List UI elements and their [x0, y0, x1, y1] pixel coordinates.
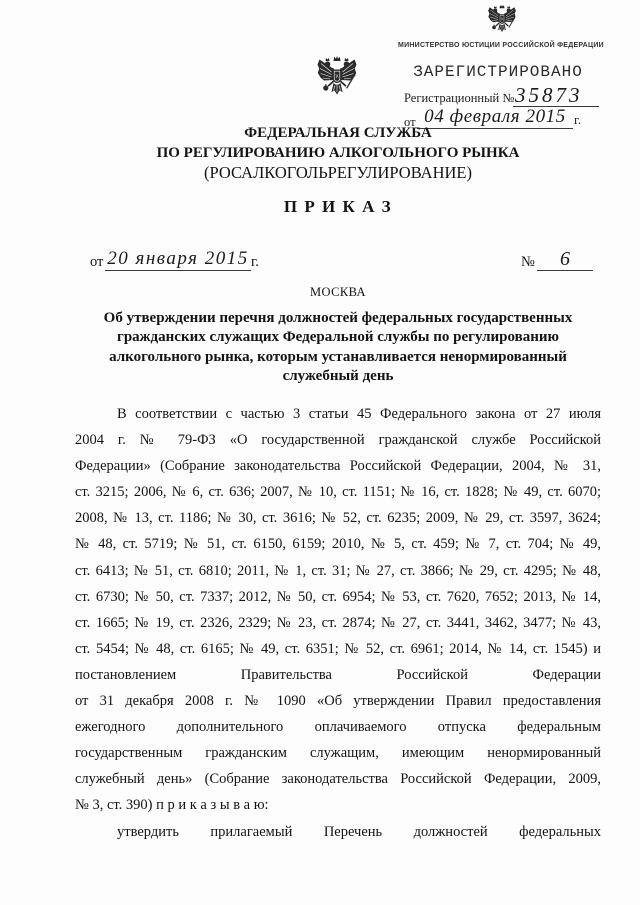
order-date-suffix: г.: [251, 254, 259, 270]
order-date-prefix: от: [90, 254, 104, 270]
body-text-line: государственным гражданским служащим, имеющим ненормированный: [75, 745, 601, 762]
stamp-ministry-name: МИНИСТЕРСТВО ЮСТИЦИИ РОССИЙСКОЙ ФЕДЕРАЦИИ: [398, 42, 604, 49]
stamp-date-handwritten: 04 февраля 2015: [417, 106, 573, 129]
stamp-coat-of-arms-icon: [487, 4, 517, 38]
body-text-line: утвердить прилагаемый Перечень должностей федеральных: [117, 823, 601, 840]
body-text-line: служебный день» (Собрание законодательства Российской Федерации, 2009,: [75, 771, 601, 788]
body-text-line: ст. 5454; № 48, ст. 6165; № 49, ст. 6351; № 52, ст. 6961; 2014, № 14, ст. 1545) и: [75, 640, 601, 657]
order-title: [75, 309, 601, 386]
body-text-line: Федерации» (Собрание законодательства Российской Федерации, 2004, № 31,: [75, 458, 601, 475]
title-line: служебный день: [282, 367, 394, 384]
order-body: [75, 401, 601, 845]
body-text-line: № 48, ст. 5719; № 51, ст. 6150, 6159; 2010, № 5, ст. 459; № 7, ст. 704; № 49,: [75, 536, 601, 553]
org-short-name: (РОСАЛКОГОЛЬРЕГУЛИРОВАНИЕ): [204, 163, 472, 182]
title-line: алкогольного рынка, которым устанавливается ненормированный: [109, 348, 567, 365]
body-text-line: ст. 6730; № 50, ст. 7337; 2012, № 50, ст. 6954; № 53, ст. 7620, 7652; 2013, № 14,: [75, 588, 601, 605]
body-text-line: В соответствии с частью 3 статьи 45 Федерального закона от 27 июля: [117, 406, 601, 422]
order-number-label: №: [521, 254, 535, 270]
stamp-registered-label: ЗАРЕГИСТРИРОВАНО: [413, 63, 583, 81]
order-date-handwritten: 20 января 2015: [105, 248, 251, 271]
org-name-line1: ФЕДЕРАЛЬНАЯ СЛУЖБА: [244, 125, 432, 141]
body-text-line: ст. 1665; № 19, ст. 2326, 2329; № 23, ст. 2874; № 27, ст. 3441, 3462, 3477; № 43,: [75, 614, 601, 631]
body-text-line: 2008, № 13, ст. 1186; № 30, ст. 3616; № 52, ст. 6235; 2009, № 29, ст. 3597, 3624;: [75, 510, 601, 527]
stamp-reg-label: Регистрационный №: [404, 91, 515, 105]
stamp-reg-number: 35873: [513, 84, 599, 107]
org-name-line2: ПО РЕГУЛИРОВАНИЮ АЛКОГОЛЬНОГО РЫНКА: [156, 145, 520, 161]
order-number-handwritten: 6: [537, 248, 593, 271]
title-line: гражданских служащих Федеральной службы по регулированию: [117, 329, 559, 346]
stamp-date-prefix: от: [404, 115, 416, 129]
body-text-line: от 31 декабря 2008 г. № 1090 «Об утверждении Правил предоставления: [75, 693, 601, 710]
body-text-line: ежегодного дополнительного оплачиваемого отпуска федеральным: [75, 719, 601, 736]
organization-header: [75, 123, 601, 183]
body-text-line: ст. 6413; № 51, ст. 6810; 2011, № 1, ст. 31; № 27, ст. 3866; № 29, ст. 4295; № 48,: [75, 562, 601, 579]
document-type: П Р И К А З: [283, 197, 393, 216]
coat-of-arms-icon: [316, 55, 358, 103]
city-name: МОСКВА: [310, 285, 366, 299]
body-text-line: ст. 3215; 2006, № 6, ст. 636; 2007, № 10, ст. 1151; № 16, ст. 1828; № 49, ст. 6070;: [75, 484, 601, 501]
body-text-line: № 3, ст. 390) п р и к а з ы в а ю:: [75, 797, 269, 814]
stamp-date-suffix: г.: [574, 112, 582, 127]
title-line: Об утверждении перечня должностей федеральных государственных: [103, 310, 573, 326]
body-text-line: 2004 г. № 79-ФЗ «О государственной гражданской службе Российской: [75, 432, 601, 449]
body-text-line: постановлением Правительства Российской Федерации: [75, 666, 601, 683]
